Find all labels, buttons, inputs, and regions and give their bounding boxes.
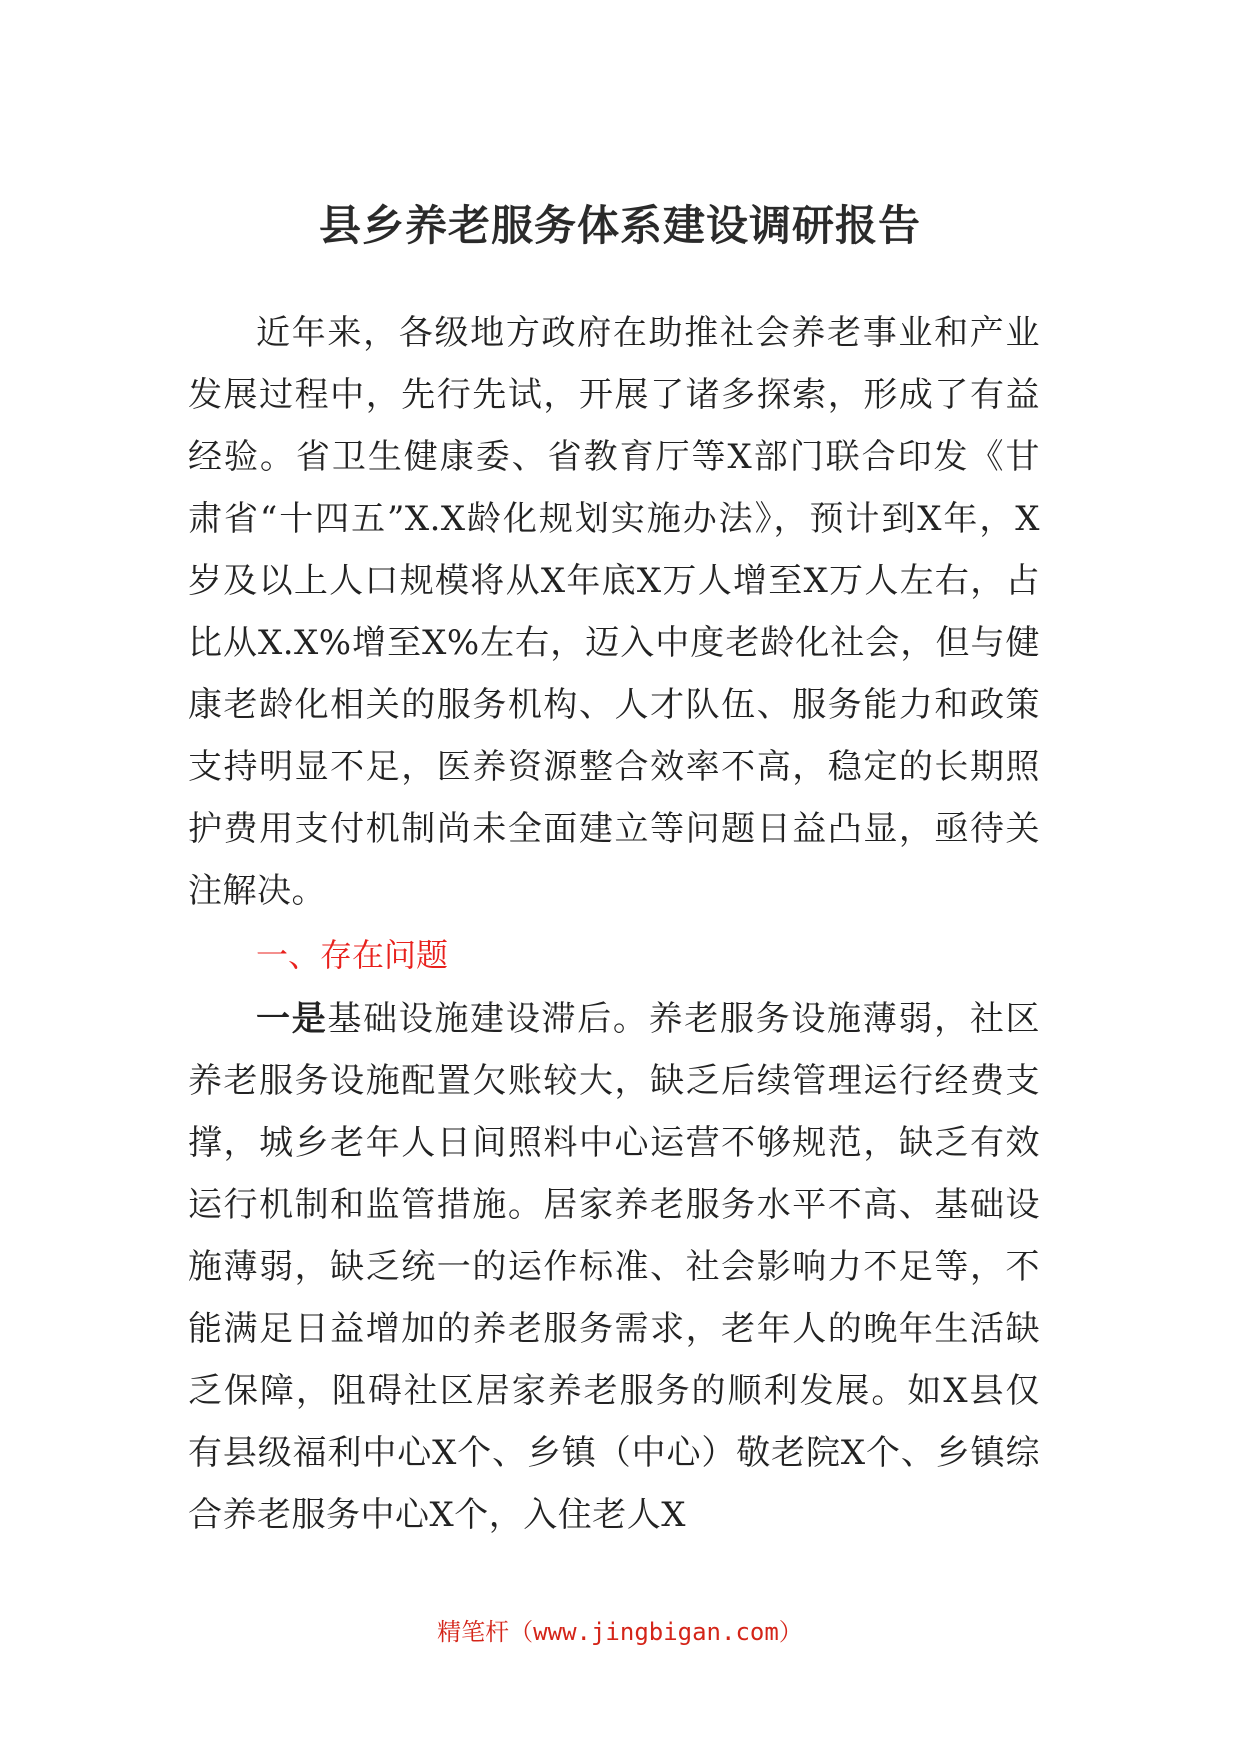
document-body	[188, 302, 1040, 1546]
point-one-text: 基础设施建设滞后。养老服务设施薄弱，社区养老服务设施配置欠账较大，缺乏后续管理运行经费支撑，城乡老年人日间照料中心运营不够规范，缺乏有效运行机制和监管措施。居家养老服务水平不高、基础设施薄弱，缺乏统一的运作标准、社会影响力不足等，不能满足日益增加的养老服务需求，老年人的晚年生活缺乏保障，阻碍社区居家养老服务的顺利发展。如X县仅有县级福利中心X个、乡镇（中心）敬老院X个、乡镇综合养老服务中心X个，入住老人X	[188, 999, 1041, 1535]
section-heading: 一、存在问题	[256, 936, 449, 974]
document-title: 县乡养老服务体系建设调研报告	[318, 201, 921, 250]
point-one-lead: 一是	[256, 999, 328, 1039]
footer-watermark: 精笔杆（www.jingbigan.com）	[437, 1618, 803, 1646]
intro-paragraph: 近年来，各级地方政府在助推社会养老事业和产业发展过程中，先行先试，开展了诸多探索，形成了有益经验。省卫生健康委、省教育厅等X部门联合印发《甘肃省“十四五”X.X龄化规划实施办法》，预计到X年，X岁及以上人口规模将从X年底X万人增至X万人左右，占比从X.X%增至X%左右，迈入中度老龄化社会，但与健康老龄化相关的服务机构、人才队伍、服务能力和政策支持明显不足，医养资源整合效率不高，稳定的长期照护费用支付机制尚未全面建立等问题日益凸显，亟待关注解决。	[188, 313, 1040, 911]
point-one-paragraph	[188, 988, 1040, 1546]
